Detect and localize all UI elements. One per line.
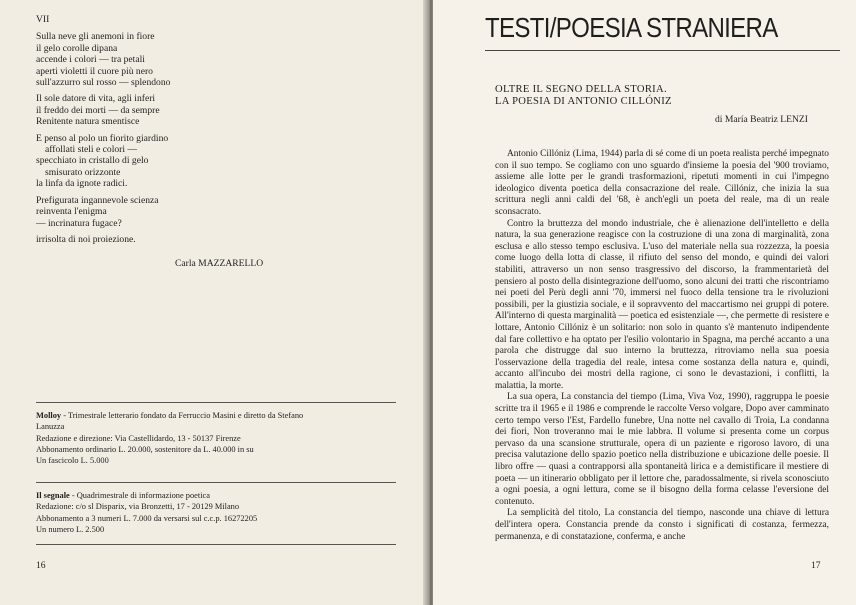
divider [36,482,396,483]
poem-line: sull'azzurro sul rosso — splendono [36,77,171,89]
article-title-line-1: OLTRE IL SEGNO DELLA STORIA. [495,84,667,95]
poem-line: irrisolta di noi proiezione. [36,233,136,245]
poem-author: Carla MAZZARELLO [175,258,264,269]
article-paragraph: Contro la bruttezza del mondo industriale, che è alienazione dell'intelletto e della natura, la sua generazione reagisce con la costruzione di una zona di marginalità, zona esclusa e allo stesso tempo esclusiva. L'uso del materiale nella sua rozzezza, la poesia come luogo della lotta di classe, il rifiuto del senso del mondo, e quindi dei valori stabiliti, attraverso un non senso trasgressivo del discorso, la frammentarietà del pensiero al posto della disintegrazione dell'uomo, sono alcuni dei tratti che riscontriamo nei poeti del Perù degli anni '70, immersi nel fuoco della tensione tra le rivoluzioni possibili, per la giustizia sociale, e il sopravvento del maccartismo nei gruppi di potere. All'interno di questa marginalità — poetica ed esistenziale —, che permette di resistere e lottare, Antonio Cillóniz è un solitario: non solo in quanto s'è mantenuto indipendente dal fare collettivo e ha optato per l'esilio volontario in Spagna, ma perché accanto a una parola che distrugge dal suo interno la bruttezza, ritroviamo nella sua poesia l'osservazione della tragedia del reale, intesa come sostanza della natura e, quindi, accanto all'incubo dei mostri della ragione, ci sono le devastazioni, i conflitti, la malattia, la morte. [495,218,829,391]
molloy-line: Redazione e direzione: Via Castellidardo, 13 - 50137 Firenze [36,433,241,443]
left-page [0,0,427,605]
poem-line: Prefigurata ingannevole scienza [36,194,159,206]
poem-section-number: VII [36,14,50,25]
page-number-left: 16 [36,560,46,571]
poem-line: E penso al polo un fiorito giardino [36,132,169,144]
molloy-name: Molloy [36,411,62,420]
molloy-heading [36,410,306,433]
poem-line: aperti violetti il cuore più nero [36,65,153,77]
segnale-info [36,490,306,535]
poem-line: — incrinatura fugace? [36,217,122,229]
poem-line: reinventa l'enigma [36,206,107,218]
segnale-desc: - Quadrimestrale di informazione poetica [69,491,210,500]
article-title [495,84,672,108]
poem-line: smisurato orizzonte [45,166,121,178]
header-rule [485,50,840,51]
poem-line: specchiato in cristallo di gelo [36,155,149,167]
poem-line: Il sole datore di vita, agli inferi [36,93,156,105]
poem-line: affollati steli e colori — [45,144,138,156]
article-paragraph: Antonio Cillóniz (Lima, 1944) parla di sé come di un poeta realista perché impegnato con il suo tempo. Se cogliamo con uno sguardo d'insieme la poesia del '900 troviamo, assieme alle lotte per le grandi trasformazioni, ripetuti momenti in cui l'impegno ideologico diventa poetica della consacrazione del reale. Cillóniz, che inizia la sua scrittura negli anni caldi del '68, è anch'egli un poeta del reale, ma di un reale sconsacrato. [495,149,829,217]
article-title-line-2: LA POESIA DI ANTONIO CILLÓNIZ [495,96,672,107]
poem-line: Sulla neve gli anemoni in fiore [36,31,155,43]
divider [36,544,396,545]
article-paragraph: La sua opera, La constancia del tiempo (Lima, Viva Voz, 1990), raggruppa le poesie scritte tra il 1965 e il 1986 e comprende le raccolte Verso volgare, Dopo aver camminato certo tempo verso l'Est, Fardello funebre, Una notte nel cavallo di Troia, La condanna dei fiori, Non troveranno mai le mie labbra. Il volume si presenta come un corpus pervaso da una scansione strutturale, opera di un paziente e rigoroso lavoro, di una precisa valutazione dello spazio poetico nella distribuzione e ubicazione delle poesie. Il libro offre — quasi a contrapporsi alla spontaneità lirica e a demistificare il mestiere di poeta — un itinerario obbligato per il lettore che, paradossalmente, si rivela sconosciuto a ogni poesia, a ogni lettura, come se il bisogno della forma celasse l'eversione del contenuto. [495,392,829,507]
poem-line: Renitente natura smentisce [36,116,140,128]
poem-line: il gelo corolle dipana [36,42,118,54]
stanza-3 [36,133,336,190]
article-body [495,149,829,543]
page-number-right: 17 [811,560,821,571]
poem-line: la linfa da ignote radici. [36,178,128,190]
right-page [433,0,856,605]
segnale-line: Redazione: c/o sl Disparix, via Bronzetti, 17 - 20129 Milano [36,502,240,512]
article-byline: di María Beatriz LENZI [715,114,808,125]
stanza-4 [36,195,336,229]
molloy-desc: - Trimestrale letterario fondato da Ferruccio Masini e diretto da Stefano Lanuzza [36,411,304,432]
segnale-line: Un numero L. 2.500 [36,524,105,534]
stanza-2 [36,93,336,127]
stanza-5 [36,234,336,245]
section-header: TESTI/POESIA STRANIERA [485,12,778,43]
molloy-line: Un fascicolo L. 5.000 [36,456,109,466]
segnale-name: Il segnale [36,491,70,500]
molloy-info [36,410,306,466]
poem-line: il freddo dei morti — da sempre [36,104,160,116]
article-paragraph: La semplicità del titolo, La constancia del tiempo, nasconde una chiave di lettura dell'intera opera. Constancia prende da consto i significati di costanza, fermezza, permanenza, e di constatazione, conferma, e anche [495,508,829,542]
segnale-line: Abbonamento a 3 numeri L. 7.000 da versarsi sul c.c.p. 16272205 [36,513,258,523]
poem [36,14,336,250]
divider [36,402,396,403]
stanza-1 [36,31,336,88]
molloy-line: Abbonamento ordinario L. 20.000, sostenitore da L. 40.000 in su [36,444,254,454]
poem-line: accende i colori — tra petali [36,54,145,66]
segnale-heading [36,490,306,501]
